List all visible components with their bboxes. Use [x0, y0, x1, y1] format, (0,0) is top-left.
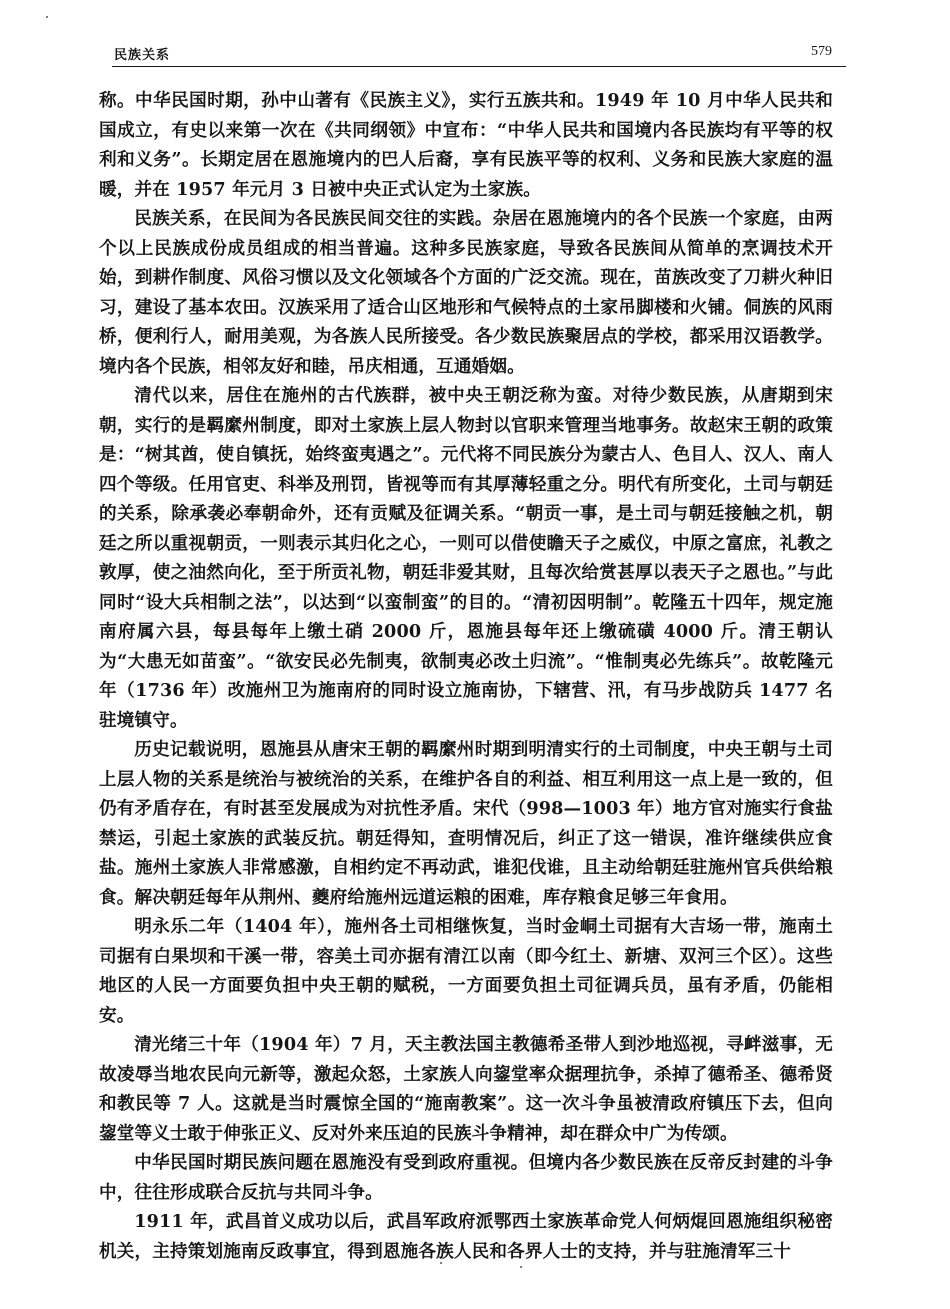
page-number: 579 [811, 44, 832, 59]
paragraph-qing-dynasty-policy: 清代以来，居住在施州的古代族群，被中央王朝泛称为蛮。对待少数民族，从唐期到宋朝，实行的是羁縻州制度，即对土家族上层人物封以官职来管理当地事务。故赵宋王朝的政策是：“树其酋，使自镇抚，始终蛮夷遇之”。元代将不同民族分为蒙古人、色目人、汉人、南人四个等级。任用官吏、科举及刑罚，皆视等而有其厚薄轻重之分。明代有所变化，土司与朝廷的关系，除承袭必奉朝命外，还有贡赋及征调关系。“朝贡一事，是土司与朝廷接触之机，朝廷之所以重视朝贡，一则表示其归化之心，一则可以借使瞻天子之威仪，中原之富庶，礼教之敦厚，使之油然向化，至于所贡礼物，朝廷非爱其财，且每次给赏甚厚以表天子之恩也。”与此同时“设大兵相制之法”，以达到“以蛮制蛮”的目的。“清初因明制”。乾隆五十四年，规定施南府属六县，每县每年上缴土硝 2000 斤，恩施县每年还上缴硫磺 4000 斤。清王朝认为“大患无如苗蛮”。“欲安民必先制夷，欲制夷必改土归流”。“惟制夷必先练兵”。故乾隆元年（1736 年）改施州卫为施南府的同时设立施南协，下辖营、汛，有马步战防兵 1477 名驻境镇守。 [99, 385, 833, 731]
paragraph-republic-period: 中华民国时期民族问题在恩施没有受到政府重视。但境内各少数民族在反帝反封建的斗争中，往往形成联合反抗与共同斗争。 [99, 1152, 833, 1203]
paragraph-shinan-case: 清光绪三十年（1904 年）7 月，天主教法国主教德希圣带人到沙地巡视，寻衅滋事，无故凌辱当地农民向元新等，激起众怒，土家族人向鋆堂率众据理抗争，杀掉了德希圣、德希贤和教民等 7 人。这就是当时震惊全国的“施南教案”。这一次斗争虽被清政府镇压下去，但向鋆堂等义士敢于伸张正义、反对外来压迫的民族斗争精神，却在群众中广为传颂。 [99, 1034, 833, 1144]
paragraph-ethnic-relations-folk: 民族关系，在民间为各民族民间交往的实践。杂居在恩施境内的各个民族一个家庭，由两个以上民族成份成员组成的相当普遍。这种多民族家庭，导致各民族间从简单的烹调技术开始，到耕作制度、风俗习惯以及文化领域各个方面的广泛交流。现在，苗族改变了刀耕火种旧习，建设了基本农田。汉族采用了适合山区地形和气候特点的土家吊脚楼和火铺。侗族的风雨桥，便利行人，耐用美观，为各族人民所接受。各少数民族聚居点的学校，都采用汉语教学。境内各个民族，相邻友好和睦，吊庆相通，互通婚姻。 [99, 208, 833, 377]
paragraph-continued: 称。中华民国时期，孙中山著有《民族主义》，实行五族共和。1949 年 10 月中华人民共和国成立，有史以来第一次在《共同纲领》中宣布：“中华人民共和国境内各民族均有平等的权利和义务”。长期定居在恩施境内的巴人后裔，享有民族平等的权利、义务和民族大家庭的温暖，并在 1957 年元月 3 日被中央正式认定为土家族。 [99, 90, 833, 200]
scan-speck [46, 16, 48, 18]
text-body [99, 86, 833, 1266]
scan-speck [520, 1266, 522, 1268]
paragraph-historical-records: 历史记载说明，恩施县从唐宋王朝的羁縻州时期到明清实行的土司制度，中央王朝与土司上层人物的关系是统治与被统治的关系，在维护各自的利益、相互利用这一点上是一致的，但仍有矛盾存在，有时甚至发展成为对抗性矛盾。宋代（998—1003 年）地方官对施实行食盐禁运，引起土家族的武装反抗。朝廷得知，查明情况后，纠正了这一错误，准许继续供应食盐。施州土家族人非常感激，自相约定不再动武，谁犯伐谁，且主动给朝廷驻施州官兵供给粮食。解决朝廷每年从荆州、夔府给施州远道运粮的困难，库存粮食足够三年食用。 [99, 739, 833, 908]
scan-speck [440, 1262, 442, 1264]
paragraph-1911: 1911 年，武昌首义成功以后，武昌军政府派鄂西土家族革命党人何炳焜回恩施组织秘密机关，主持策划施南反政事宜，得到恩施各族人民和各界人士的支持，并与驻施清军三十 [99, 1211, 833, 1262]
page-header [112, 40, 846, 67]
running-header-title: 民族关系 [114, 48, 171, 63]
paragraph-ming-yongle: 明永乐二年（1404 年），施州各土司相继恢复，当时金峒土司据有大吉场一带，施南土司据有白果坝和干溪一带，容美土司亦据有清江以南（即今红土、新塘、双河三个区）。这些地区的人民一方面要负担中央王朝的赋税，一方面要负担土司征调兵员，虽有矛盾，仍能相安。 [99, 916, 833, 1026]
